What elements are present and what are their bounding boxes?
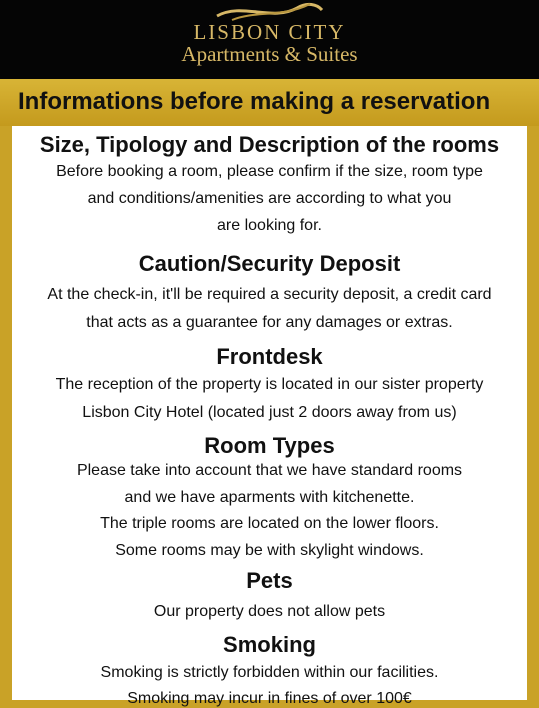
section-text-line: and we have aparments with kitchenette.	[124, 489, 415, 506]
section-heading-deposit: Caution/Security Deposit	[138, 251, 401, 276]
section-heading-pets: Pets	[246, 568, 293, 593]
section-heading-frontdesk: Frontdesk	[216, 344, 323, 369]
section-heading-room-types: Room Types	[204, 433, 335, 458]
section-text-line: Lisbon City Hotel (located just 2 doors away from us)	[82, 404, 457, 421]
section-heading-rooms: Size, Tipology and Description of the rooms	[39, 132, 500, 157]
section-text-line: The triple rooms are located on the lower floors.	[100, 515, 439, 532]
section-text-line: Some rooms may be with skylight windows.	[115, 542, 424, 559]
section-text-line: The reception of the property is located in our sister property	[55, 376, 484, 393]
section-text-line: Smoking is strictly forbidden within our facilities.	[100, 664, 439, 681]
section-text-line: Before booking a room, please confirm if the size, room type	[56, 163, 483, 180]
section-text-line: are looking for.	[217, 217, 322, 234]
section-text-line: that acts as a guarantee for any damages or extras.	[86, 314, 453, 331]
logo-swirl-icon	[212, 0, 327, 22]
section-text-line: and conditions/amenities are according to what you	[87, 190, 452, 207]
section-text-line: Our property does not allow pets	[153, 603, 386, 620]
section-heading-smoking: Smoking	[223, 632, 316, 657]
header	[0, 0, 539, 79]
section-text-line: Smoking may incur in fines of over 100€	[127, 690, 412, 707]
section-text-line: At the check-in, it'll be required a security deposit, a credit card	[47, 286, 492, 303]
brand-name: LISBON CITY	[193, 20, 346, 44]
brand-subtitle: Apartments & Suites	[181, 42, 358, 66]
banner-title: Informations before making a reservation	[18, 88, 491, 115]
section-text-line: Please take into account that we have standard rooms	[76, 462, 463, 479]
